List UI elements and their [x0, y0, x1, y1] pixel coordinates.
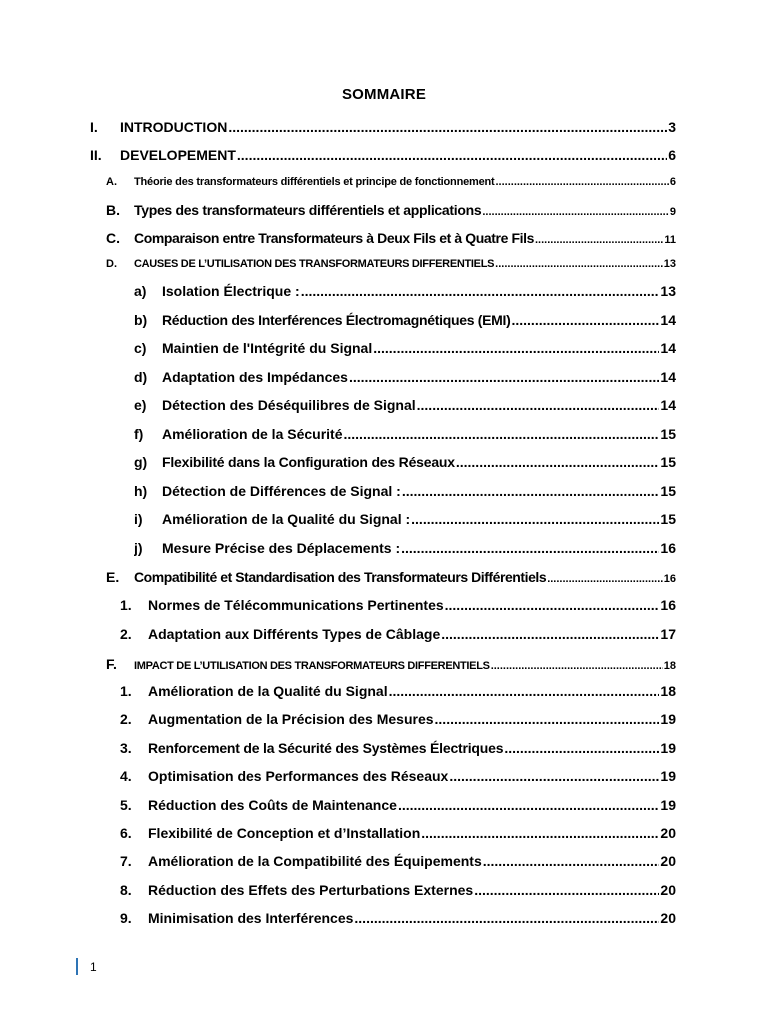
toc-entry-label: Maintien de l'Intégrité du Signal — [162, 340, 373, 356]
toc-entry[interactable] — [120, 910, 676, 926]
toc-entry[interactable] — [134, 369, 676, 385]
toc-entry[interactable] — [120, 740, 676, 756]
toc-entry-label: Adaptation aux Différents Types de Câblage — [148, 626, 441, 642]
toc-entry-label: Détection des Déséquilibres de Signal — [162, 397, 416, 413]
toc-entry-label: Réduction des Coûts de Maintenance — [148, 797, 397, 813]
toc-entry-label: Amélioration de la Qualité du Signal : — [162, 511, 411, 527]
toc-leader-dots — [511, 312, 659, 328]
toc-entry-page: 16 — [663, 573, 676, 585]
toc-entry-number: 1. — [120, 683, 132, 699]
toc-leader-dots — [445, 597, 660, 613]
toc-entry-label: Réduction des Interférences Électromagnétiques (EMI) — [162, 312, 511, 328]
toc-entry-number: 6. — [120, 825, 132, 841]
toc-entry-page: 20 — [660, 910, 676, 926]
toc-leader-dots — [495, 176, 668, 188]
toc-leader-dots — [349, 369, 659, 385]
toc-entry-label: IMPACT DE L’UTILISATION DES TRANSFORMATEURS DIFFERENTIELS — [134, 660, 490, 672]
toc-entry-page: 3 — [668, 119, 676, 135]
toc-entry[interactable] — [120, 626, 676, 642]
toc-entry-number: E. — [106, 569, 120, 585]
toc-leader-dots — [535, 234, 663, 246]
toc-entry-label: Théorie des transformateurs différentiels et principe de fonctionnement — [134, 176, 495, 188]
toc-entry-label: Amélioration de la Qualité du Signal — [148, 683, 388, 699]
toc-entry-label: CAUSES DE L’UTILISATION DES TRANSFORMATEURS DIFFERENTIELS — [134, 258, 495, 270]
toc-entry-number: F. — [106, 656, 117, 672]
toc-leader-dots — [373, 340, 659, 356]
toc-entry-label: Réduction des Effets des Perturbations Externes — [148, 882, 474, 898]
toc-leader-dots — [482, 206, 669, 218]
toc-leader-dots — [228, 119, 667, 135]
toc-entry-label: INTRODUCTION — [120, 119, 228, 135]
toc-entry-page: 14 — [660, 312, 676, 328]
toc-entry-page: 17 — [660, 626, 676, 642]
toc-entry-label: Augmentation de la Précision des Mesures — [148, 711, 434, 727]
toc-entry[interactable] — [106, 569, 676, 585]
toc-entry-number: B. — [106, 202, 120, 218]
toc-leader-dots — [401, 540, 659, 556]
toc-entry-page: 6 — [668, 147, 676, 163]
toc-entry-label: Adaptation des Impédances — [162, 369, 348, 385]
toc-entry[interactable] — [120, 768, 676, 784]
toc-entry-page: 20 — [660, 825, 676, 841]
toc-entry-label: Mesure Précise des Déplacements : — [162, 540, 401, 556]
toc-entry-label: Compatibilité et Standardisation des Transformateurs Différentiels — [134, 569, 547, 585]
toc-entry-page: 14 — [660, 369, 676, 385]
toc-entry-label: Renforcement de la Sécurité des Systèmes Électriques — [148, 740, 504, 756]
toc-leader-dots — [301, 283, 660, 299]
toc-entry-label: Amélioration de la Sécurité — [162, 426, 343, 442]
toc-entry-number: C. — [106, 230, 120, 246]
toc-entry-number: A. — [106, 176, 117, 188]
toc-leader-dots — [237, 147, 667, 163]
toc-entry-label: Flexibilité de Conception et d’Installation — [148, 825, 421, 841]
toc-entry-label: Détection de Différences de Signal : — [162, 483, 401, 499]
toc-entry[interactable] — [134, 340, 676, 356]
toc-leader-dots — [504, 740, 659, 756]
toc-entry-label: Flexibilité dans la Configuration des Réseaux — [162, 454, 455, 470]
toc-entry-page: 13 — [663, 258, 676, 270]
toc-entry[interactable] — [134, 454, 676, 470]
toc-entry-page: 19 — [660, 740, 676, 756]
toc-entry-number: 4. — [120, 768, 132, 784]
toc-entry-label: Optimisation des Performances des Réseaux — [148, 768, 449, 784]
toc-entry[interactable] — [106, 202, 676, 218]
toc-entry-label: Amélioration de la Compatibilité des Équipements — [148, 853, 482, 869]
toc-leader-dots — [483, 853, 660, 869]
toc-leader-dots — [449, 768, 659, 784]
toc-entry-label: Minimisation des Interférences — [148, 910, 354, 926]
toc-entry-page: 20 — [660, 882, 676, 898]
toc-leader-dots — [417, 397, 660, 413]
toc-entry-number: j) — [134, 540, 143, 556]
toc-entry-number: h) — [134, 483, 148, 499]
toc-entry-page: 18 — [660, 683, 676, 699]
toc-entry-number: 1. — [120, 597, 132, 613]
toc-entry-page: 19 — [660, 768, 676, 784]
toc-entry[interactable] — [120, 853, 676, 869]
toc-entry-page: 14 — [660, 397, 676, 413]
toc-entry-number: b) — [134, 312, 148, 328]
toc-entry-label: DEVELOPEMENT — [120, 147, 236, 163]
toc-entry[interactable] — [106, 230, 676, 246]
toc-entry[interactable] — [120, 825, 676, 841]
toc-entry-page: 20 — [660, 853, 676, 869]
toc-leader-dots — [389, 683, 660, 699]
toc-entry-number: 2. — [120, 711, 132, 727]
toc-entry[interactable] — [134, 397, 676, 413]
toc-entry-label: Isolation Électrique : — [162, 283, 300, 299]
toc-entry-number: a) — [134, 283, 147, 299]
toc-leader-dots — [402, 483, 660, 499]
toc-leader-dots — [495, 258, 663, 270]
toc-entry[interactable] — [90, 119, 676, 135]
toc-entry-page: 11 — [664, 234, 676, 246]
toc-entry-label: Types des transformateurs différentiels et applications — [134, 202, 482, 218]
toc-entry-page: 13 — [660, 283, 676, 299]
toc-entry-page: 9 — [669, 206, 676, 218]
toc-entry-number: 3. — [120, 740, 132, 756]
toc-entry-page: 16 — [660, 540, 676, 556]
toc-entry-number: g) — [134, 454, 148, 470]
toc-entry[interactable] — [106, 258, 676, 270]
toc-entry[interactable] — [90, 147, 676, 163]
toc-entry-number: d) — [134, 369, 148, 385]
toc-leader-dots — [456, 454, 660, 470]
toc-entry-number: 7. — [120, 853, 132, 869]
toc-entry-number: I. — [90, 119, 98, 135]
toc-entry-number: 5. — [120, 797, 132, 813]
toc-entry-page: 14 — [660, 340, 676, 356]
toc-entry[interactable] — [120, 597, 676, 613]
toc-leader-dots — [411, 511, 659, 527]
toc-entry-page: 6 — [669, 176, 676, 188]
toc-leader-dots — [547, 573, 663, 585]
toc-entry-label: Normes de Télécommunications Pertinentes — [148, 597, 444, 613]
toc-title: SOMMAIRE — [341, 86, 427, 103]
toc-entry-number: i) — [134, 511, 143, 527]
toc-entry[interactable] — [120, 797, 676, 813]
toc-leader-dots — [354, 910, 659, 926]
toc-entry[interactable] — [134, 426, 676, 442]
toc-entry[interactable] — [134, 540, 676, 556]
toc-entry[interactable] — [134, 312, 676, 328]
toc-leader-dots — [435, 711, 660, 727]
toc-entry[interactable] — [120, 683, 676, 699]
toc-entry-number: e) — [134, 397, 147, 413]
toc-entry[interactable] — [106, 656, 676, 672]
toc-leader-dots — [398, 797, 659, 813]
toc-entry-page: 19 — [660, 797, 676, 813]
toc-entry[interactable] — [134, 283, 676, 299]
toc-entry-page: 19 — [660, 711, 676, 727]
toc-leader-dots — [441, 626, 659, 642]
toc-entry-page: 15 — [660, 483, 676, 499]
toc-entry-label: Comparaison entre Transformateurs à Deux Fils et à Quatre Fils — [134, 230, 534, 246]
toc-entry-number: II. — [90, 147, 102, 163]
toc-entry-number: f) — [134, 426, 144, 442]
toc-entry[interactable] — [134, 483, 676, 499]
toc-leader-dots — [491, 660, 663, 672]
toc-entry-number: 8. — [120, 882, 132, 898]
toc-leader-dots — [344, 426, 660, 442]
toc-entry-page: 15 — [660, 454, 676, 470]
toc-entry[interactable] — [120, 711, 676, 727]
toc-entry[interactable] — [120, 882, 676, 898]
toc-entry-page: 15 — [660, 426, 676, 442]
toc-entry-number: 2. — [120, 626, 132, 642]
toc-entry-page: 16 — [660, 597, 676, 613]
toc-leader-dots — [421, 825, 659, 841]
toc-entry-number: c) — [134, 340, 147, 356]
toc-entry-page: 18 — [663, 660, 676, 672]
toc-entry[interactable] — [106, 176, 676, 188]
toc-entry[interactable] — [134, 511, 676, 527]
toc-entry-page: 15 — [660, 511, 676, 527]
footer-divider — [76, 958, 78, 975]
toc-leader-dots — [474, 882, 659, 898]
footer-page-number: 1 — [90, 960, 97, 974]
toc-entry-number: D. — [106, 258, 117, 270]
toc-entry-number: 9. — [120, 910, 132, 926]
